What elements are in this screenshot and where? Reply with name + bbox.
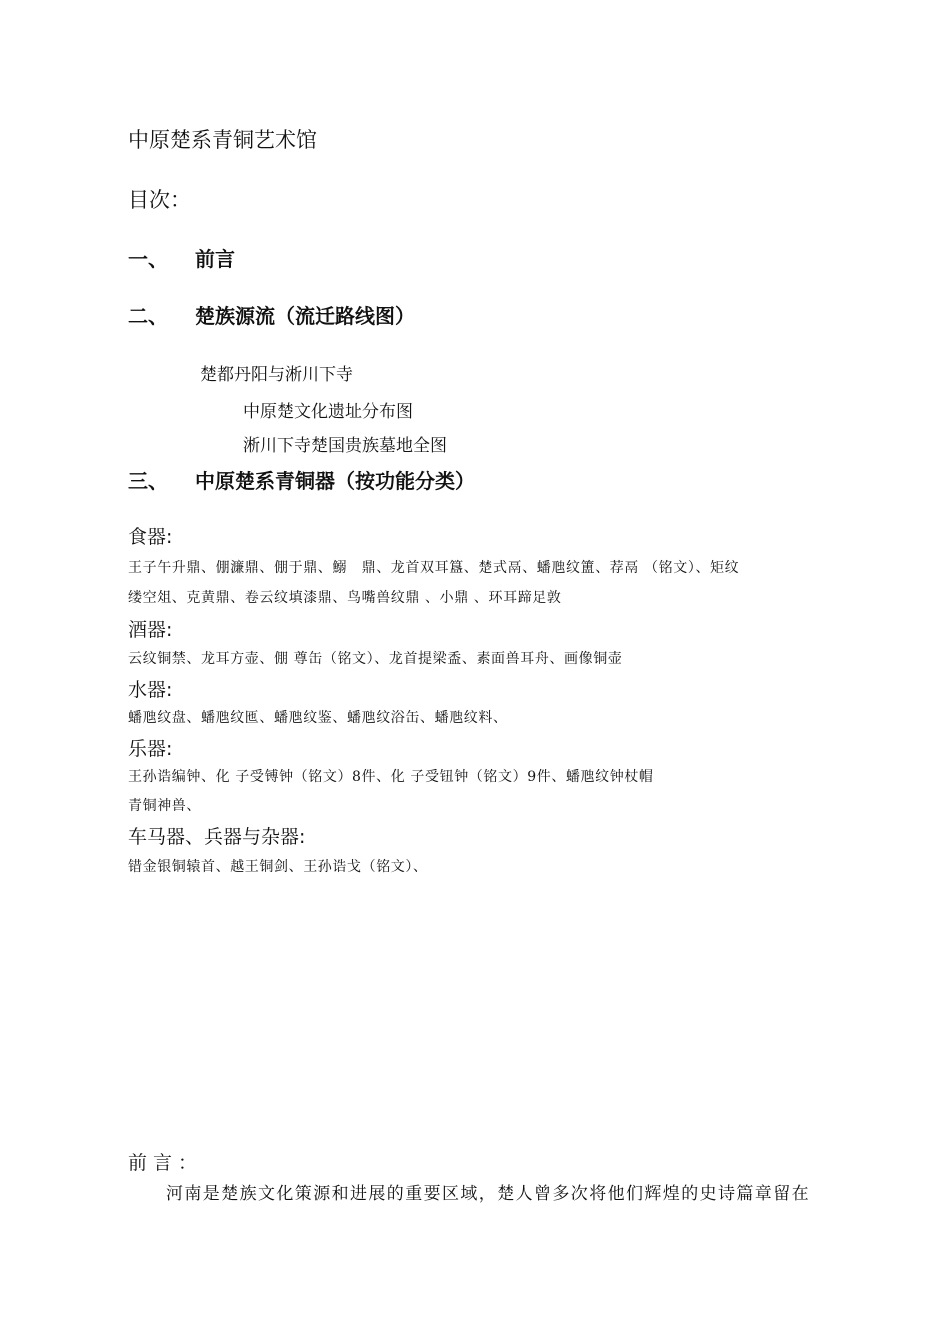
- category-food-vessels: 食器:: [128, 526, 173, 548]
- category-water-vessels: 水器:: [128, 679, 173, 701]
- section-2-number: 二、: [128, 304, 168, 328]
- toc-subitem-tomb-map: 淅川下寺楚国贵族墓地全图: [243, 436, 447, 456]
- category-wine-vessels: 酒器:: [128, 619, 173, 641]
- preface-paragraph: 河南是楚族文化策源和进展的重要区域，楚人曾多次将他们辉煌的史诗篇章留在: [166, 1184, 810, 1204]
- toc-subitem-danyang: 楚都丹阳与淅川下寺: [200, 365, 353, 385]
- toc-heading: 目次：: [128, 188, 191, 212]
- category-water-items: 蟠虺纹盘、蟠虺纹匜、蟠虺纹鉴、蟠虺纹浴缶、蟠虺纹料、: [128, 710, 508, 726]
- category-food-items-line-2: 缕空俎、克黄鼎、卷云纹填漆鼎、鸟嘴兽纹鼎 、小鼎 、环耳蹄足敦: [128, 590, 562, 606]
- document-title: 中原楚系青铜艺术馆: [128, 128, 317, 152]
- category-wine-items: 云纹铜禁、龙耳方壶、倗 尊缶（铭文）、龙首提梁盉、素面兽耳舟、画像铜壶: [128, 651, 623, 667]
- section-3-title: 中原楚系青铜器（按功能分类）: [195, 469, 475, 493]
- category-food-items-line-1: 王子午升鼎、倗濂鼎、倗于鼎、鰯 鼎、龙首双耳簋、楚式鬲、蟠虺纹簠、荐鬲 （铭文）、矩纹: [128, 560, 740, 576]
- toc-subitem-site-map: 中原楚文化遗址分布图: [243, 402, 413, 422]
- category-music-items-line-2: 青铜神兽、: [128, 798, 201, 814]
- preface-heading: 前言：: [128, 1152, 204, 1174]
- category-chariot-items: 错金银铜辕首、越王铜剑、王孙诰戈（铭文）、: [128, 859, 428, 875]
- section-3-number: 三、: [128, 469, 168, 493]
- section-2-title: 楚族源流（流迁路线图）: [195, 304, 415, 328]
- category-musical-instruments: 乐器:: [128, 738, 173, 760]
- category-chariot-weapons-misc: 车马器、兵器与杂器:: [128, 826, 306, 848]
- section-1-title: 前言: [195, 247, 235, 271]
- category-music-items-line-1: 王孙诰编钟、化 子受镈钟（铭文）8件、化 子受钮钟（铭文）9件、蟠虺纹钟杖帽: [128, 769, 654, 785]
- section-1-number: 一、: [128, 247, 168, 271]
